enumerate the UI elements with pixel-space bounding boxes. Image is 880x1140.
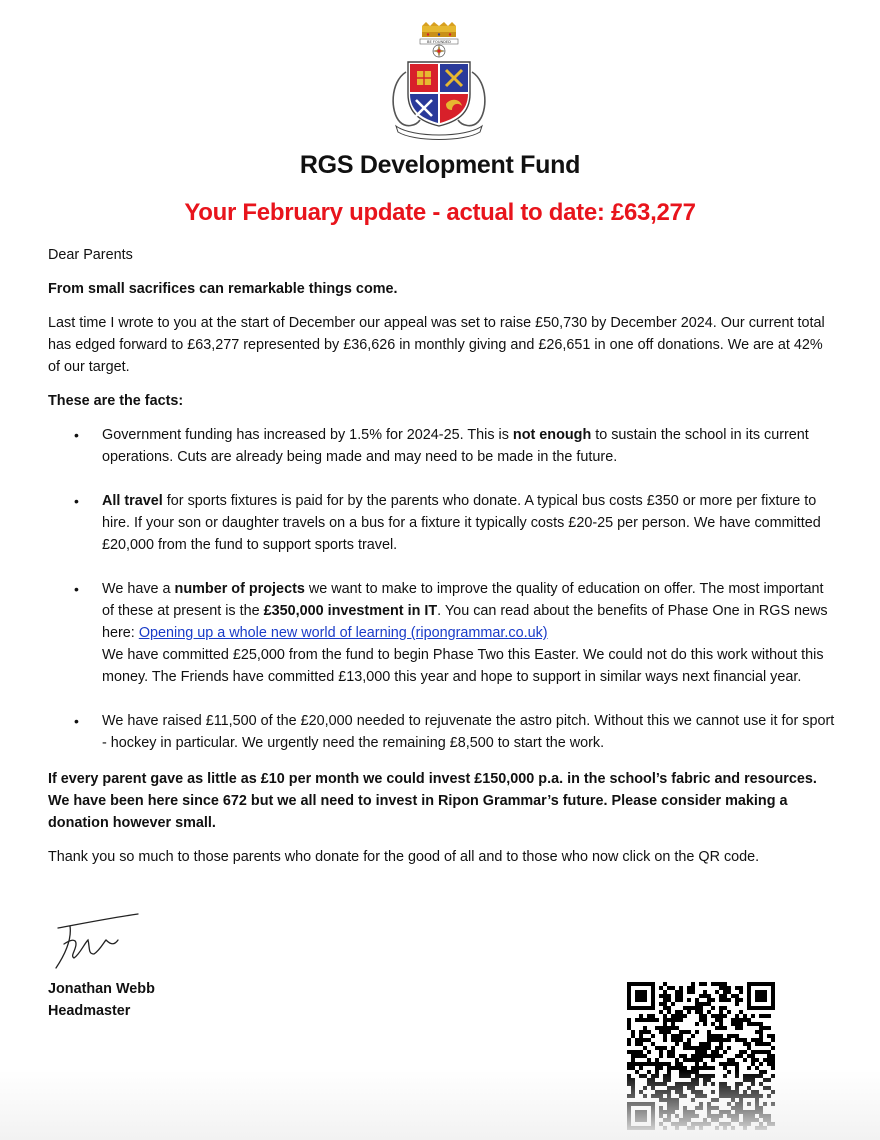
appeal-paragraph: If every parent gave as little as £10 per month we could invest £150,000 p.a. in the school’s fabric and resources. We have been here since 672 but we all need to invest in Ripon Grammar’s future. Please consider making a donation however small. (48, 771, 817, 831)
signer-name: Jonathan Webb (48, 981, 155, 997)
rgs-news-link[interactable]: Opening up a whole new world of learning (ripongrammar.co.uk) (138, 625, 548, 641)
qr-code-icon[interactable] (627, 982, 775, 1130)
thanks-paragraph: Thank you so much to those parents who donate for the good of all and to those who now click on the QR code. (48, 849, 760, 865)
fact-item-astro-pitch (48, 710, 838, 754)
fact-text: We have committed £25,000 from the fund to begin Phase Two this Easter. We could not do this work without this money. The Friends have committed £13,000 this year and hope to support in similar ways next financial year. (102, 647, 824, 685)
letter-body (48, 244, 838, 880)
fact-emphasis: £350,000 investment in IT (263, 603, 438, 619)
svg-text:BE FOUNDED: BE FOUNDED (427, 40, 451, 44)
fact-text: Government funding has increased by 1.5% for 2024-25. This is (102, 427, 513, 443)
fact-emphasis: number of projects (174, 581, 305, 597)
bullet-icon: • (74, 581, 79, 597)
bullet-icon: • (74, 427, 79, 443)
signature-image (50, 910, 142, 972)
fact-text: for sports fixtures is paid for by the parents who donate. A typical bus costs £350 or more per fixture to hire. If your son or daughter travels on a bus for a fixture it typically costs £20-25 per person. We have committed £20,000 from the fund to support sports travel. (102, 493, 821, 553)
fact-text: We have a (102, 581, 175, 597)
page-title: RGS Development Fund (299, 151, 581, 179)
fact-emphasis: not enough (512, 427, 592, 443)
school-crest-icon (386, 22, 492, 140)
fact-text: we want to make to improve the quality of education on offer. The most important of these at present is the (102, 581, 824, 619)
fact-emphasis: All travel (102, 493, 163, 509)
fact-item-funding (48, 424, 838, 468)
bullet-icon: • (74, 493, 79, 509)
update-subtitle: Your February update - actual to date: £63,277 (184, 199, 696, 226)
greeting: Dear Parents (48, 247, 133, 263)
fact-text: . You can read about the benefits of Phase One in RGS news here: (102, 603, 828, 641)
facts-list (48, 424, 838, 754)
signer-role: Headmaster (48, 1003, 131, 1019)
facts-heading: These are the facts: (48, 393, 184, 409)
fact-item-travel (48, 490, 838, 556)
fact-text: We have raised £11,500 of the £20,000 needed to rejuvenate the astro pitch. Without this we cannot use it for sport - hockey in particular. We urgently need the remaining £8,500 to start the work. (102, 713, 835, 751)
intro-paragraph: Last time I wrote to you at the start of December our appeal was set to raise £50,730 by December 2024. Our current total has edged forward to £63,277 represented by £36,626 in monthly giving and £26,651 in one off donations. We are at 42% of our target. (48, 315, 825, 375)
fact-text: to sustain the school in its current operations. Cuts are already being made and may need to be made in the future. (102, 427, 809, 465)
lead-statement: From small sacrifices can remarkable things come. (48, 281, 398, 297)
signer-block (48, 978, 155, 1022)
bullet-icon: • (74, 713, 79, 729)
fact-item-projects (48, 578, 838, 688)
